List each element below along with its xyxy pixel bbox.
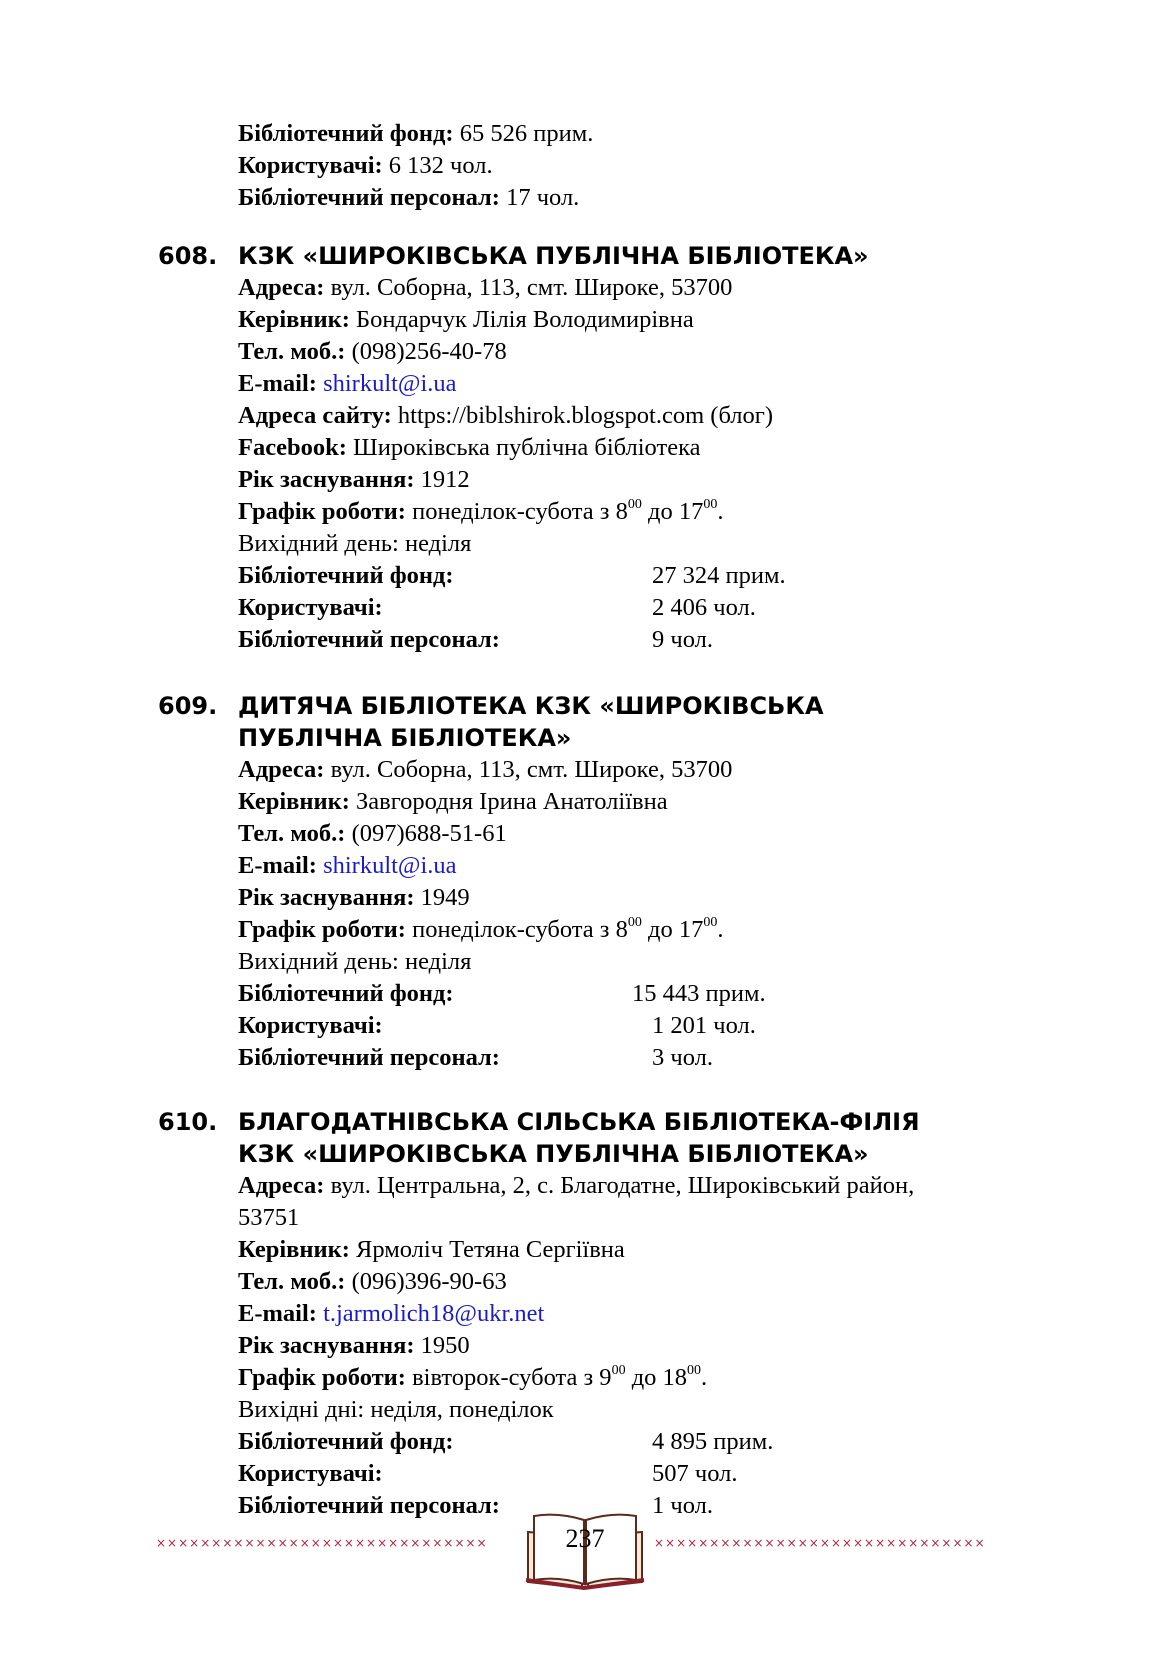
facebook-label: Facebook: <box>238 434 347 461</box>
fund-row <box>238 1426 454 1458</box>
schedule-sup-2: 00 <box>703 914 718 930</box>
entry-title: КЗК «ШИРОКІВСЬКА ПУБЛІЧНА БІБЛІОТЕКА» <box>238 242 869 270</box>
staff-value: 1 чол. <box>652 1492 713 1519</box>
entry-number: 608. <box>158 242 218 270</box>
address-row <box>238 754 732 786</box>
address-row <box>238 1170 914 1202</box>
head-label: Керівник: <box>238 1236 350 1263</box>
users-label: Користувачі: <box>238 152 383 179</box>
phone-label: Тел. моб.: <box>238 338 346 365</box>
email-link[interactable]: shirkult@i.ua <box>323 370 457 397</box>
year-row <box>238 1330 470 1362</box>
phone-row <box>238 336 507 368</box>
fund-value: 65 526 прим. <box>459 120 594 147</box>
entry-title-line-1: ДИТЯЧА БІБЛІОТЕКА КЗК «ШИРОКІВСЬКА <box>238 692 824 720</box>
schedule-sup-2: 00 <box>703 496 718 512</box>
year-row <box>238 882 470 914</box>
schedule-sup-1: 00 <box>627 914 642 930</box>
fund-row <box>238 118 593 150</box>
users-row <box>238 592 383 624</box>
head-row <box>238 786 668 818</box>
phone-label: Тел. моб.: <box>238 1268 346 1295</box>
schedule-text-c: . <box>717 498 724 525</box>
phone-value: (097)688-51-61 <box>351 820 507 847</box>
staff-row <box>238 182 579 214</box>
site-value: https://biblshirok.blogspot.com (блог) <box>397 402 773 429</box>
email-label: E-mail: <box>238 1300 317 1327</box>
email-row <box>238 850 457 882</box>
fund-label: Бібліотечний фонд: <box>238 980 454 1007</box>
dayoff-row: Вихідний день: неділя <box>238 948 472 975</box>
address-value: вул. Центральна, 2, с. Благодатне, Широківський район, <box>330 1172 915 1199</box>
entry-title-line-2: КЗК «ШИРОКІВСЬКА ПУБЛІЧНА БІБЛІОТЕКА» <box>238 1140 869 1168</box>
entry-title-line-2: ПУБЛІЧНА БІБЛІОТЕКА» <box>238 724 572 752</box>
head-row <box>238 304 694 336</box>
email-link[interactable]: shirkult@i.ua <box>323 852 457 879</box>
staff-label: Бібліотечний персонал: <box>238 184 500 211</box>
staff-row <box>238 1490 500 1522</box>
schedule-label: Графік роботи: <box>238 498 406 525</box>
staff-value: 3 чол. <box>652 1044 713 1071</box>
email-link[interactable]: t.jarmolich18@ukr.net <box>323 1300 545 1327</box>
year-value: 1949 <box>420 884 470 911</box>
head-value: Ярмоліч Тетяна Сергіївна <box>356 1236 625 1263</box>
staff-value: 9 чол. <box>652 626 713 653</box>
users-value: 1 201 чол. <box>652 1012 756 1039</box>
head-label: Керівник: <box>238 306 350 333</box>
users-row <box>238 150 493 182</box>
schedule-text-b: до 17 <box>641 498 704 525</box>
schedule-text-b: до 17 <box>641 916 704 943</box>
dayoff-row: Вихідний день: неділя <box>238 530 472 557</box>
fund-row <box>238 978 454 1010</box>
phone-value: (096)396-90-63 <box>351 1268 507 1295</box>
address-row <box>238 272 732 304</box>
schedule-label: Графік роботи: <box>238 916 406 943</box>
year-label: Рік заснування: <box>238 884 415 911</box>
staff-label: Бібліотечний персонал: <box>238 626 500 653</box>
staff-label: Бібліотечний персонал: <box>238 1044 500 1071</box>
entry-609-heading <box>158 690 824 722</box>
schedule-row <box>238 1362 707 1394</box>
entry-610-heading <box>158 1106 920 1138</box>
address-label: Адреса: <box>238 274 325 301</box>
entry-number: 610. <box>158 1108 218 1136</box>
users-label: Користувачі: <box>238 1012 383 1039</box>
users-row <box>238 1010 383 1042</box>
users-label: Користувачі: <box>238 1460 383 1487</box>
address-value: вул. Соборна, 113, смт. Широке, 53700 <box>330 756 733 783</box>
fund-value: 27 324 прим. <box>652 562 786 589</box>
entry-608-heading <box>158 240 869 272</box>
email-row <box>238 1298 544 1330</box>
schedule-text-c: . <box>717 916 724 943</box>
users-value: 2 406 чол. <box>652 594 756 621</box>
schedule-sup-1: 00 <box>627 496 642 512</box>
schedule-text-b: до 18 <box>625 1364 688 1391</box>
address-value: вул. Соборна, 113, смт. Широке, 53700 <box>330 274 733 301</box>
head-value: Бондарчук Лілія Володимирівна <box>356 306 694 333</box>
footer-ornament-right: ×××××××××××××××××××××××××××××× <box>654 1536 986 1550</box>
schedule-label: Графік роботи: <box>238 1364 406 1391</box>
phone-label: Тел. моб.: <box>238 820 346 847</box>
fund-row <box>238 560 454 592</box>
users-row <box>238 1458 383 1490</box>
staff-row <box>238 624 500 656</box>
users-label: Користувачі: <box>238 594 383 621</box>
email-label: E-mail: <box>238 370 317 397</box>
schedule-text-a: вівторок-субота з 9 <box>412 1364 612 1391</box>
head-value: Завгородня Ірина Анатоліївна <box>356 788 668 815</box>
staff-label: Бібліотечний персонал: <box>238 1492 500 1519</box>
schedule-text-a: понеділок-субота з 8 <box>412 916 628 943</box>
site-label: Адреса сайту: <box>238 402 392 429</box>
fund-value: 15 443 прим. <box>632 980 766 1007</box>
fund-label: Бібліотечний фонд: <box>238 562 454 589</box>
users-value: 6 132 чол. <box>388 152 493 179</box>
users-value: 507 чол. <box>652 1460 738 1487</box>
year-value: 1912 <box>420 466 470 493</box>
year-value: 1950 <box>420 1332 470 1359</box>
email-row <box>238 368 457 400</box>
facebook-value: Широківська публічна бібліотека <box>353 434 701 461</box>
dayoff-row: Вихідні дні: неділя, понеділок <box>238 1396 554 1423</box>
year-label: Рік заснування: <box>238 1332 415 1359</box>
entry-title-line-1: БЛАГОДАТНІВСЬКА СІЛЬСЬКА БІБЛІОТЕКА-ФІЛІЯ <box>238 1108 920 1136</box>
staff-row <box>238 1042 500 1074</box>
footer-ornament-left: ×××××××××××××××××××××××××××××× <box>156 1536 488 1550</box>
year-label: Рік заснування: <box>238 466 415 493</box>
address-label: Адреса: <box>238 756 325 783</box>
site-row <box>238 400 773 432</box>
year-row <box>238 464 470 496</box>
page-number: 237 <box>565 1524 605 1553</box>
phone-row <box>238 818 507 850</box>
address-row-continued: 53751 <box>238 1204 300 1231</box>
schedule-sup-2: 00 <box>687 1362 702 1378</box>
schedule-row <box>238 914 723 946</box>
staff-value: 17 чол. <box>506 184 580 211</box>
head-label: Керівник: <box>238 788 350 815</box>
phone-value: (098)256-40-78 <box>351 338 507 365</box>
head-row <box>238 1234 625 1266</box>
entry-number: 609. <box>158 692 218 720</box>
email-label: E-mail: <box>238 852 317 879</box>
address-label: Адреса: <box>238 1172 325 1199</box>
schedule-text-a: понеділок-субота з 8 <box>412 498 628 525</box>
schedule-text-c: . <box>701 1364 708 1391</box>
schedule-row <box>238 496 723 528</box>
facebook-row <box>238 432 700 464</box>
fund-value: 4 895 прим. <box>652 1428 774 1455</box>
schedule-sup-1: 00 <box>611 1362 626 1378</box>
fund-label: Бібліотечний фонд: <box>238 120 454 147</box>
phone-row <box>238 1266 507 1298</box>
fund-label: Бібліотечний фонд: <box>238 1428 454 1455</box>
